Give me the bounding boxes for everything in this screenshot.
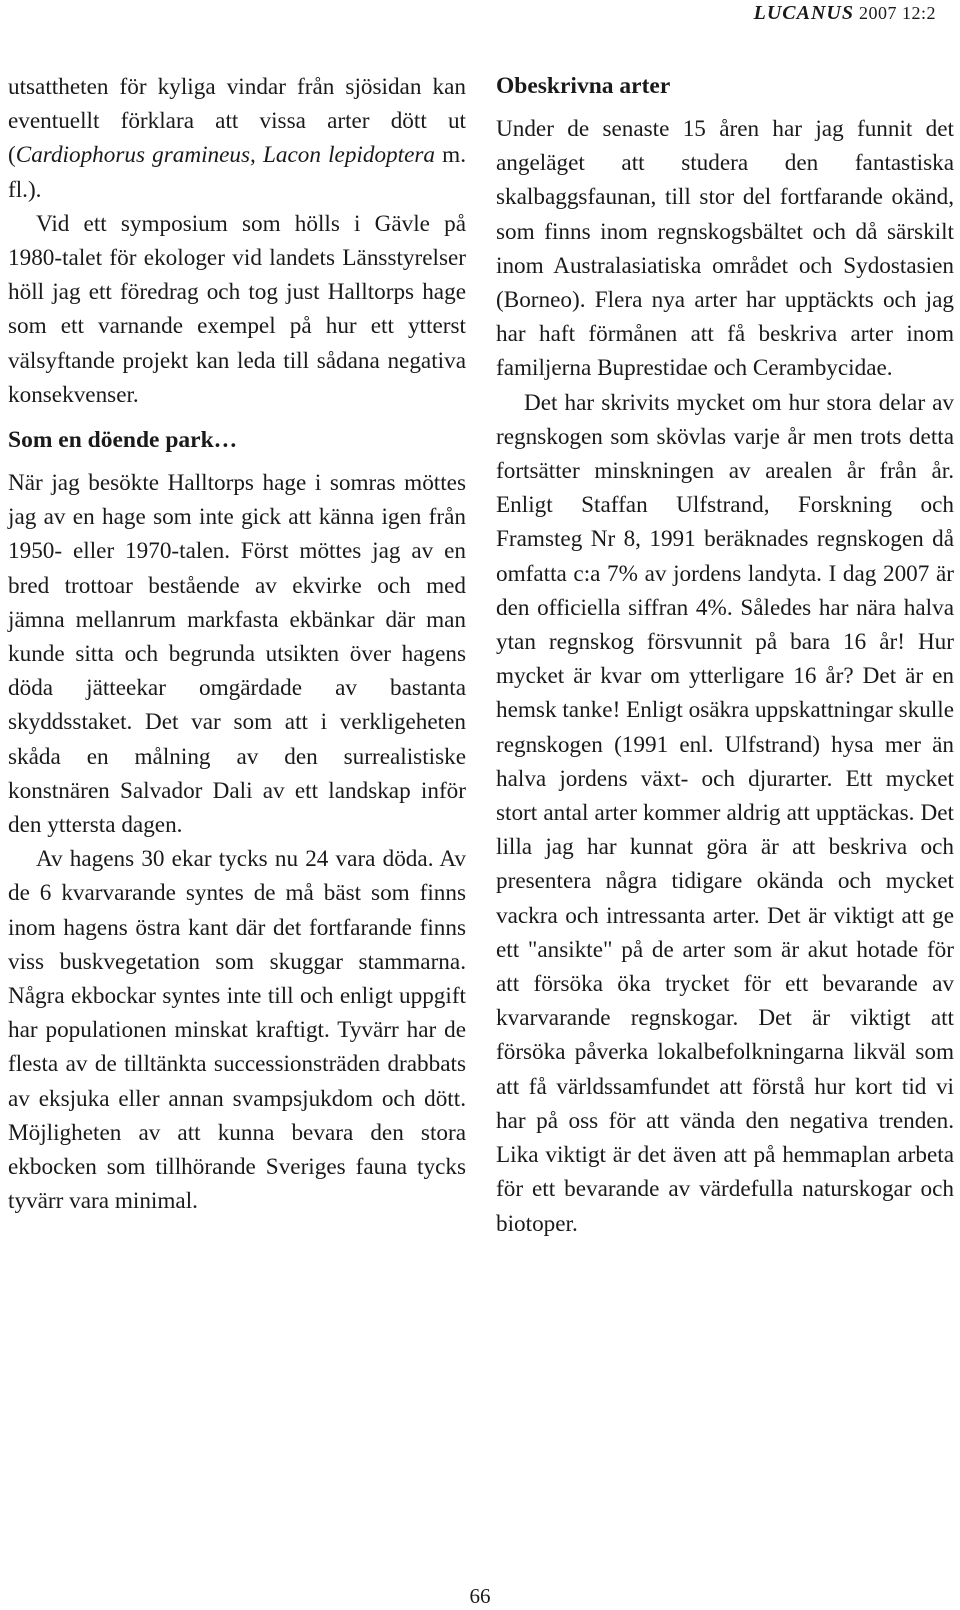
paragraph: [8, 70, 466, 207]
running-header: [754, 2, 936, 25]
paragraph: Vid ett symposium som hölls i Gävle på 1980-talet för ekologer vid landets Länsstyrelser höll jag ett föredrag och tog just Halltorps hage som ett varnande exempel på hur ett ytterst välsyftande projekt kan leda till sådana negativa konsekvenser.: [8, 210, 466, 408]
page-number: 66: [469, 1584, 491, 1608]
paragraph: Under de senaste 15 åren har jag funnit det angeläget att studera den fantastiska skalbaggsfaunan, till stor del fortfarande okänd, som finns inom regnskogsbältet och då särskilt inom Australasiatiska området och Sydostasien (Borneo). Flera nya arter har upptäckts och jag har haft förmånen att få beskriva arter inom familjerna Buprestidae och Cerambycidae.: [496, 116, 954, 382]
species-names: Cardiophorus gramineus, Lacon lepidoptera: [15, 142, 436, 169]
paragraph: När jag besökte Halltorps hage i somras möttes jag av en hage som inte gick att känna igen från 1950- eller 1970-talen. Först möttes jag av en bred trottoar bestående av ekvirke och med jämna mellanrum markfasta ekbänkar där man kunde sitta och begrunda utsikten över hagens döda jätteekar omgärdade av bastanta skyddsstaket. Det var som att i verkligeheten skåda en målning av den surrealistiske konstnären Salvador Dali av ett landskap inför den yttersta dagen.: [8, 470, 466, 839]
right-column: [496, 70, 954, 1241]
paragraph-text: m. fl.).: [8, 142, 466, 203]
section-heading: Som en döende park…: [8, 427, 238, 454]
section-heading: Obeskrivna arter: [496, 73, 671, 99]
paragraph: Det har skrivits mycket om hur stora delar av regnskogen som skövlas varje år men trots detta fortsätter minskningen av arealen år från år. Enligt Staffan Ulfstrand, Forskning och Framsteg Nr 8, 1991 beräknades regnskogen då omfatta c:a 7% av jordens landyta. I dag 2007 är den officiella siffran 4%. Således har nära halva ytan regnskog försvunnit på bara 16 år! Hur mycket är kvar om ytterligare 16 år? Det är en hemsk tanke! Enligt osäkra uppskattningar skulle regnskogen (1991 enl. Ulfstrand) hysa mer än halva jordens växt- och djurarter. Ett mycket stort antal arter kommer aldrig att upptäckas. Det lilla jag har kunnat göra är att beskriva och presentera några tidigare okända och mycket vackra och intressanta arter. Det är viktigt att ge ett "ansikte" på de arter som är akut hotade för att försöka öka trycket för ett bevarande av kvarvarande regnskogar. Det är viktigt att försöka påverka lokalbefolkningarna likväl som att få världssamfundet att förstå hur kort tid vi har på oss för att vända den negativa trenden. Lika viktigt är det även att på hemmaplan arbeta för ett bevarande av värdefulla naturskogar och biotoper.: [496, 389, 954, 1237]
paragraph-text: utsattheten för kyliga vindar från sjösidan kan eventuellt förklara att vissa arter dött ut (: [8, 74, 466, 169]
paragraph: Av hagens 30 ekar tycks nu 24 vara döda. Av de 6 kvarvarande syntes de må bäst som finns inom hagens östra kant där det fortfarande finns viss buskvegetation som skuggar stammarna. Några ekbockar syntes inte till och enligt uppgift har populationen minskat kraftigt. Tyvärr har de flesta av de tilltänkta successionsträden drabbats av eksjuka eller annan svampsjukdom och dött. Möjligheten av att kunna bevara den stora ekbocken som tillhörande Sveriges fauna tycks tyvärr vara minimal.: [8, 846, 466, 1215]
left-column: [8, 70, 466, 1219]
journal-logo: LUCANUS: [753, 2, 854, 24]
issue-label: 2007 12:2: [858, 3, 936, 23]
